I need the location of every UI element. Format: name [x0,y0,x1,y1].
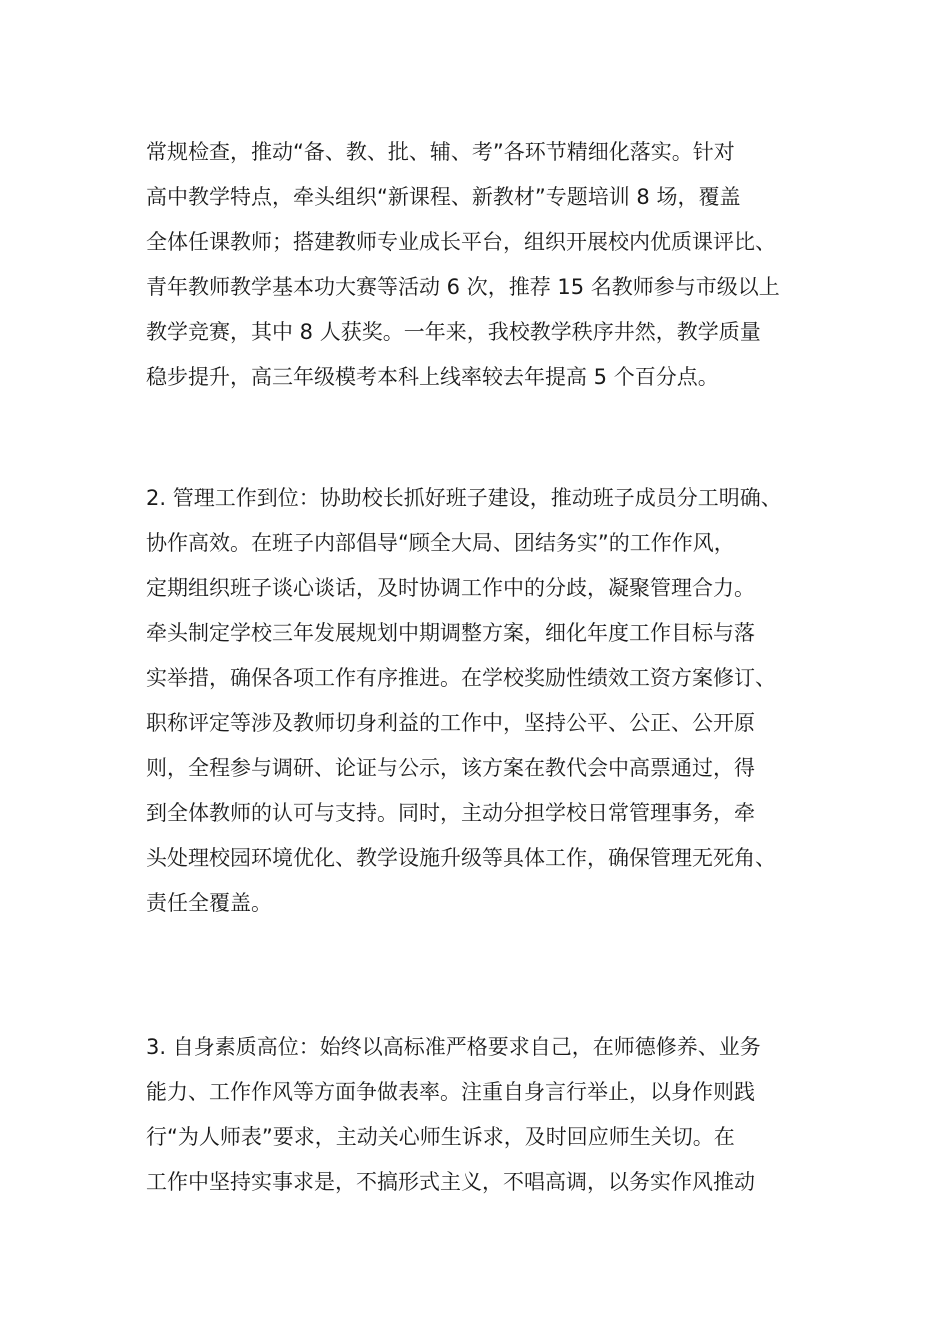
text-line: 职称评定等涉及教师切身利益的工作中，坚持公平、公正、公开原 [146,711,755,735]
text-line: 工作中坚持实事求是，不搞形式主义，不唱高调，以务实作风推动 [146,1170,755,1194]
text-line: 牵头制定学校三年发展规划中期调整方案，细化年度工作目标与落 [146,621,755,645]
text-line: 实举措，确保各项工作有序推进。在学校奖励性绩效工资方案修订、 [146,666,776,690]
text-line: 头处理校园环境优化、教学设施升级等具体工作，确保管理无死角、 [146,846,776,870]
text-line: 到全体教师的认可与支持。同时，主动分担学校日常管理事务，牵 [146,801,755,825]
text-line: 责任全覆盖。 [146,891,272,915]
text-line: 教学竞赛，其中 8 人获奖。一年来，我校教学秩序井然，教学质量 [146,320,761,344]
text-line: 全体任课教师；搭建教师专业成长平台，组织开展校内优质课评比、 [146,230,776,254]
text-line: 常规检查，推动“备、教、批、辅、考”各环节精细化落实。针对 [146,140,735,164]
text-line: 高中教学特点，牵头组织“新课程、新教材”专题培训 8 场，覆盖 [146,185,741,209]
text-line: 3. 自身素质高位：始终以高标准严格要求自己，在师德修养、业务 [146,1035,761,1059]
text-line: 能力、工作作风等方面争做表率。注重自身言行举止，以身作则践 [146,1080,755,1104]
text-line: 定期组织班子谈心谈话，及时协调工作中的分歧，凝聚管理合力。 [146,576,755,600]
text-line: 2. 管理工作到位：协助校长抓好班子建设，推动班子成员分工明确、 [146,486,782,510]
text-line: 青年教师教学基本功大赛等活动 6 次，推荐 15 名教师参与市级以上 [146,275,780,299]
text-line: 则，全程参与调研、论证与公示，该方案在教代会中高票通过，得 [146,756,755,780]
text-line: 稳步提升，高三年级模考本科上线率较去年提高 5 个百分点。 [146,365,719,389]
text-line: 协作高效。在班子内部倡导“顾全大局、团结务实”的工作作风， [146,531,735,555]
text-line: 行“为人师表”要求，主动关心师生诉求，及时回应师生关切。在 [146,1125,735,1149]
